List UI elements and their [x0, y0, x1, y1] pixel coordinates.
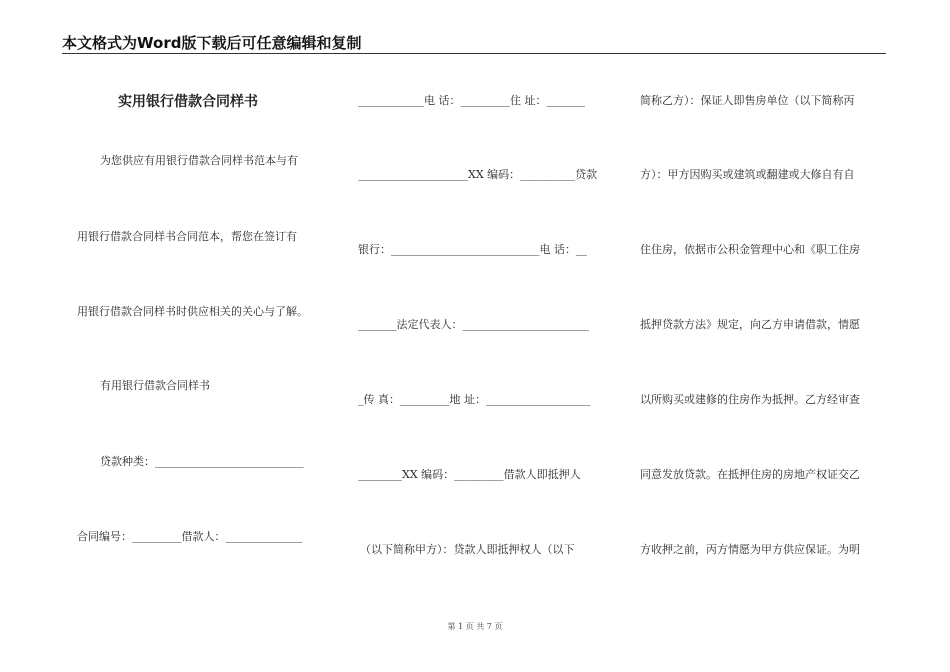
page-number: 第 1 页 共 7 页: [447, 622, 503, 631]
body-line: 以所购买或建修的住房作为抵押。乙方经审查: [640, 393, 860, 406]
form-field-line: ____________________XX 编码：__________贷款: [358, 168, 598, 181]
form-field-contract-number: 合同编号：_________借款人：______________: [77, 530, 303, 543]
form-field-line: ____________电 话：_________住 址：_______: [358, 94, 585, 107]
body-line: （以下简称甲方）：贷款人即抵押权人（以下: [360, 543, 575, 556]
body-line: 抵押贷款方法》规定，向乙方申请借款，情愿: [640, 318, 860, 331]
body-line: 有用银行借款合同样书: [100, 379, 210, 392]
form-field-line: 银行：___________________________电 话：__: [358, 243, 587, 256]
form-field-line: ________XX 编码：_________借款人即抵押人: [358, 468, 581, 481]
body-line: 用银行借款合同样书合同范本，帮您在签订有: [77, 230, 297, 243]
body-line: 同意发放贷款。在抵押住房的房地产权证交乙: [640, 468, 860, 481]
body-line: 住住房，依据市公积金管理中心和《职工住房: [640, 243, 860, 256]
page-header: 本文格式为Word版下载后可任意编辑和复制: [62, 34, 362, 52]
body-line: 简称乙方）：保证人即售房单位（以下简称丙: [640, 94, 855, 107]
header-divider: [62, 53, 886, 54]
body-line: 用银行借款合同样书时供应相关的关心与了解。: [77, 305, 308, 318]
form-field-line: _______法定代表人：_______________________: [358, 318, 589, 331]
body-line: 方收押之前，丙方情愿为甲方供应保证。为明: [640, 543, 860, 556]
body-line: 为您供应有用银行借款合同样书范本与有: [100, 154, 298, 167]
document-title: 实用银行借款合同样书: [118, 94, 258, 110]
form-field-line: _传 真：_________地 址：___________________: [358, 393, 591, 406]
form-field-loan-type: 贷款种类：___________________________: [100, 455, 304, 468]
body-line: 方）：甲方因购买或建筑或翻建或大修自有自: [640, 168, 855, 181]
